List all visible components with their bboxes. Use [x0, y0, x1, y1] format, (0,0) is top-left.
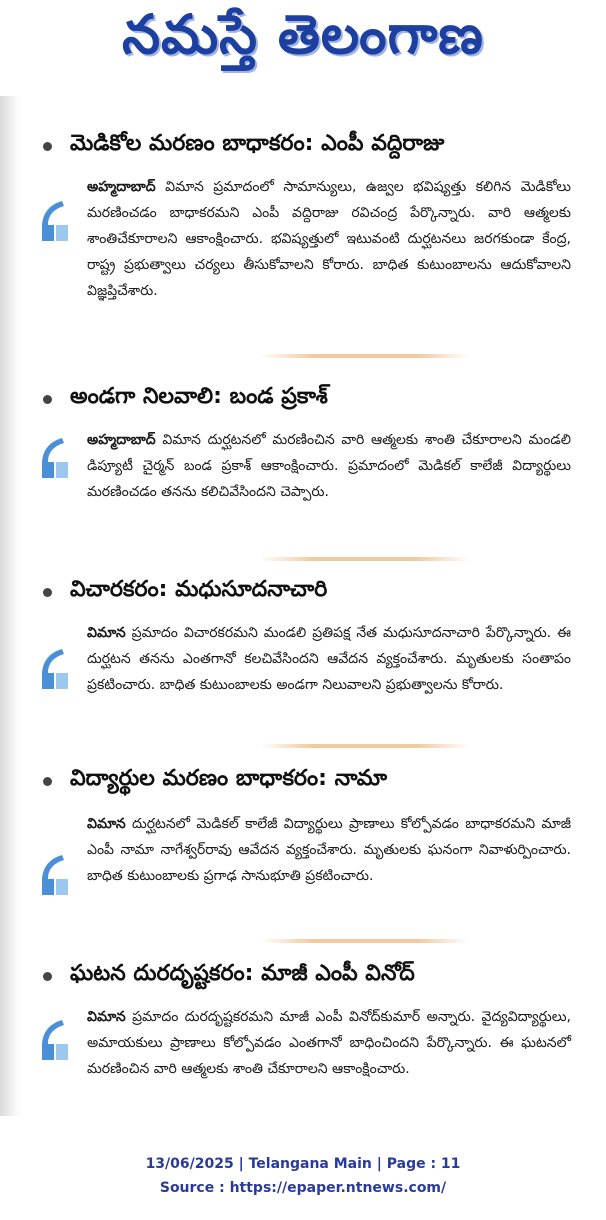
- headline-row: [30, 379, 328, 419]
- bullet-icon: [43, 588, 52, 597]
- article-body: [87, 427, 571, 505]
- masthead-title: నమస్తే తెలంగాణ: [122, 2, 484, 66]
- headline-row: [30, 956, 415, 996]
- article-text: ప్రమాదం దురదృష్టకరమని మాజీ ఎంపీ వినోద్‌కుమార్ అన్నారు. వైద్యవిద్యార్థులు, అమాయకులు ప్రాణాలు కోల్పోవడం ఎంతగానో బాధించిందని పేర్కొన్నారు. ఈ ఘటనలో మరణించిన వారి ఆత్మలకు శాంతి చేకూరాలని ఆకాంక్షించారు.: [87, 1009, 571, 1077]
- section-divider: [260, 939, 470, 943]
- article-lead: అహ్మదాబాద్: [87, 179, 156, 195]
- quote-mark-icon: [40, 436, 70, 480]
- article-vinod: [30, 956, 575, 1126]
- article-lead: విమాన: [87, 1009, 126, 1025]
- quote-mark-icon: [40, 1018, 70, 1062]
- quote-mark-icon: [40, 853, 70, 897]
- article-banda-prakash: [30, 379, 575, 539]
- bullet-icon: [43, 142, 52, 151]
- headline-row: [30, 761, 387, 801]
- headline-row: [30, 572, 327, 612]
- article-headline: విచారకరం: మధుసూదనాచారి: [70, 577, 328, 602]
- article-text: విమాన ప్రమాదంలో సామాన్యులు, ఉజ్వల భవిష్యత్తు కలిగిన మెడికోలు మరణించడం బాధాకరమని ఎంపీ వద్దిరాజు రవిచంద్ర పేర్కొన్నారు. వారి ఆత్మలకు శాంతిచేకూరాలని ఆకాంక్షించారు. భవిష్యత్తులో ఇటువంటి దుర్ఘటనలు జరగకుండా కేంద్ర, రాష్ట్ర ప్రభుత్వాలు చర్యలు తీసుకోవాలని కోరారు. బాధిత కుటుంబాలను ఆదుకోవాలని విజ్ఞప్తిచేశారు.: [87, 179, 571, 299]
- article-lead: విమాన: [87, 816, 126, 832]
- headline-row: [30, 126, 444, 166]
- bullet-icon: [43, 972, 52, 981]
- article-text: దుర్ఘటనలో మెడికల్ కాలేజీ విద్యార్థులు ప్రాణాలు కోల్పోవడం బాధాకరమని మాజీ ఎంపీ నామా నాగేశ్వర్‌రావు ఆవేదన వ్యక్తంచేశారు. మృతులకు ఘనంగా నివాళుర్పించారు. బాధిత కుటుంబాలకు ప్రగాఢ సానుభూతి ప్రకటించారు.: [87, 816, 571, 884]
- article-headline: ఘటన దురదృష్టకరం: మాజీ ఎంపీ వినోద్: [70, 961, 415, 986]
- article-body: [87, 1004, 571, 1082]
- section-divider: [260, 744, 470, 748]
- page-footer: [0, 1152, 606, 1200]
- article-body: [87, 174, 571, 304]
- quote-mark-icon: [40, 199, 70, 243]
- section-divider: [260, 557, 470, 561]
- bullet-icon: [43, 777, 52, 786]
- article-headline: విద్యార్థుల మరణం బాధాకరం: నామా: [70, 766, 388, 791]
- article-madhusudanachari: [30, 572, 575, 742]
- article-body: [87, 620, 571, 698]
- footer-date-line: 13/06/2025 | Telangana Main | Page : 11: [145, 1156, 461, 1172]
- article-nama: [30, 761, 575, 931]
- bullet-icon: [43, 395, 52, 404]
- footer-source-line: Source : https://epaper.ntnews.com/: [159, 1180, 447, 1196]
- section-divider: [260, 354, 470, 358]
- article-text: విమాన దుర్ఘటనలో మరణించిన వారి ఆత్మలకు శాంతి చేకూరాలని మండలి డిప్యూటీ చైర్మన్ బండ ప్రకాశ్ ఆకాంక్షించారు. ప్రమాదంలో మెడికల్ కాలేజీ విద్యార్థులు మరణించడం తనను కలిచివేసిందని చెప్పారు.: [87, 432, 571, 500]
- article-lead: విమాన: [87, 625, 126, 641]
- article-headline: అండగా నిలవాలి: బండ ప్రకాశ్: [70, 384, 328, 409]
- article-text: ప్రమాదం విచారకరమని మండలి ప్రతిపక్ష నేత మధుసూదనాచారి పేర్కొన్నారు. ఈ దుర్ఘటన తనను ఎంతగానో కలచివేసిందని ఆవేదన వ్యక్తంచేశారు. మృతులకు సంతాపం ప్రకటించారు. బాధిత కుటుంబాలకు అండగా నిలువాలని ప్రభుత్వాలను కోరారు.: [87, 625, 571, 693]
- article-body: [87, 811, 571, 889]
- article-vaddiraju: [30, 126, 575, 356]
- quote-mark-icon: [40, 647, 70, 691]
- page-edge-shadow: [0, 96, 22, 1116]
- article-lead: అహ్మదాబాద్: [87, 432, 156, 448]
- newspaper-masthead: [0, 0, 606, 82]
- article-headline: మెడికోల మరణం బాధాకరం: ఎంపీ వద్దిరాజు: [70, 131, 445, 156]
